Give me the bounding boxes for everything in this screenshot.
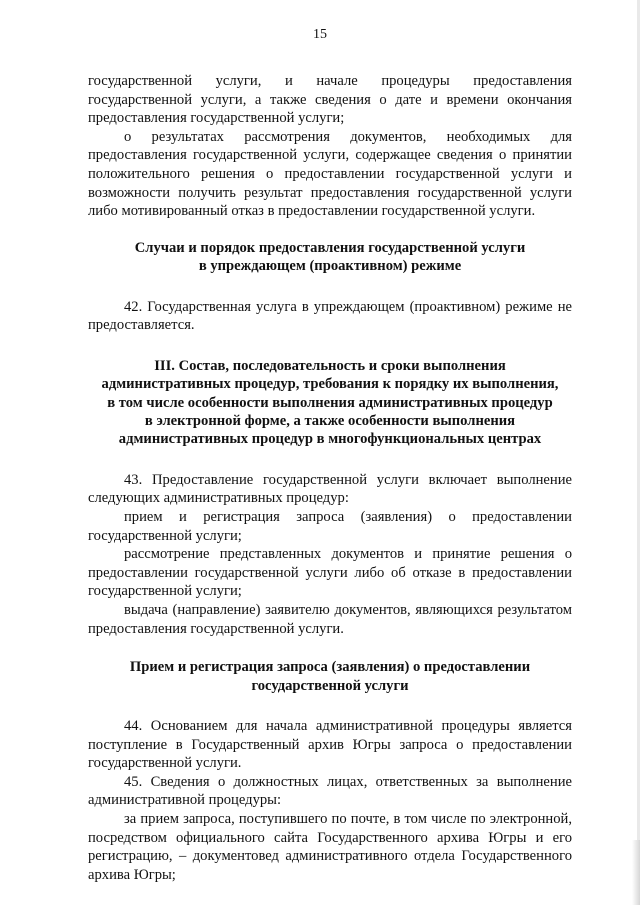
section-heading: Прием и регистрация запроса (заявления) о предоставлении государственной услуги xyxy=(129,659,531,694)
list-item: прием и регистрация запроса (заявления) о предоставлении государственной услуги; xyxy=(88,508,572,544)
paragraph: за прием запроса, поступившего по почте, в том числе по электронной, посредством официального сайта Государственного архива Югры и его регистрацию, – документовед административного отдела Государственного архива Югры; xyxy=(88,810,572,883)
paragraph: о результатах рассмотрения документов, необходимых для предоставления государственной услуги, содержащее сведения о принятии положительного решения о предоставлении государственной услуги и возможности получить результат предоставления государственной услуги либо мотивированный отказ в предоставлении государственной услуги. xyxy=(88,128,572,220)
paragraph: 45. Сведения о должностных лицах, ответственных за выполнение административной процедуры: xyxy=(88,773,572,809)
paragraph: 44. Основанием для начала административной процедуры является поступление в Государственный архив Югры запроса о предоставлении государственной услуги. xyxy=(88,717,572,772)
section-heading: Случаи и порядок предоставления государственной услуги в упреждающем (проактивном) режиме xyxy=(134,239,526,275)
list-item: выдача (направление) заявителю документов, являющихся результатом предоставления государственной услуги. xyxy=(88,601,572,637)
scan-shadow xyxy=(632,840,640,905)
document-body xyxy=(88,72,572,884)
paragraph: 43. Предоставление государственной услуги включает выполнение следующих административных процедур: xyxy=(88,471,572,507)
paragraph: государственной услуги, и начале процедуры предоставления государственной услуги, а также сведения о дате и времени окончания предоставления государственной услуги; xyxy=(88,73,572,127)
paragraph: 42. Государственная услуга в упреждающем (проактивном) режиме не предоставляется. xyxy=(88,298,572,334)
chapter-heading: III. Состав, последовательность и сроки выполнения административных процедур, требования к порядку их выполнения, в том числе особенности выполнения административных процедур в электронной форме, а также особенности выполнения административных процедур в многофункциональных центрах xyxy=(101,357,559,448)
list-item: рассмотрение представленных документов и принятие решения о предоставлении государственной услуги либо об отказе в предоставлении государственной услуги; xyxy=(88,546,572,600)
page-number: 15 xyxy=(313,27,327,42)
